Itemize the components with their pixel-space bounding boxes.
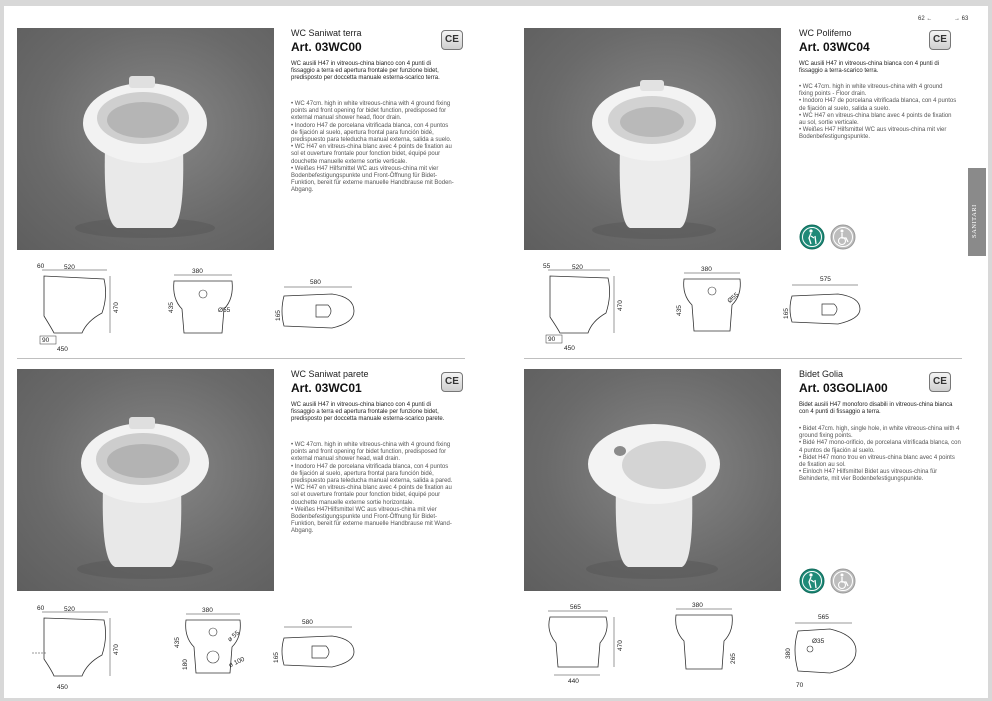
svg-text:380: 380 <box>692 602 703 609</box>
product-name: WC Saniwat terra <box>291 28 362 38</box>
bullet-de: • Weißes H47Hilfsmittel WC aus vitreous-china mit vier Bodenbefestigungspunkte und Front-Öffnung für Bidet-Funktion, bereit für externe manuelle Handbrause mit Wand-Abgang. <box>291 506 452 535</box>
svg-text:165: 165 <box>273 652 280 663</box>
svg-text:470: 470 <box>113 644 120 655</box>
product-photo-bidet-golia <box>524 369 781 591</box>
svg-text:380: 380 <box>202 607 213 614</box>
product-code: Art. 03GOLIA00 <box>799 381 888 395</box>
svg-text:380: 380 <box>785 648 792 659</box>
svg-text:470: 470 <box>617 300 624 311</box>
elderly-user-icon <box>799 224 825 250</box>
svg-text:380: 380 <box>192 268 203 275</box>
wheelchair-icon <box>830 224 856 250</box>
product-photo-wc-saniwat-parete <box>17 369 274 591</box>
svg-text:ø 55: ø 55 <box>226 629 242 644</box>
svg-text:165: 165 <box>783 308 790 319</box>
bullet-en: • Bidet 47cm. high, single hole, in white vitreous-china with 4 ground fixing points. <box>799 426 960 440</box>
bullet-fr: • WC H47 en vitreus-china blanc avec 4 points de fixation au sol, sortie verticale. <box>799 112 952 127</box>
toilet-illustration-icon <box>17 28 274 250</box>
toilet-illustration-icon <box>17 369 274 591</box>
svg-text:580: 580 <box>310 279 321 286</box>
divider-left <box>17 358 465 359</box>
bullet-de: • Einloch H47 Hilfsmittel Bidet aus vitreous-china für Behinderte, mit vier Bodenbefestigungspunkte. <box>799 469 938 483</box>
bullet-fr: • Bidet H47 mono trou en vitreus-china blanc avec 4 points de fixation au sol. <box>799 454 955 469</box>
bullet-es: • Inodoro H47 de porcelana vitrificada blanca, con 4 puntos de fijación al suelo, apertura frontal para función bidé, predispuesto para teleducha manual externa, salida a suelo. <box>291 122 452 144</box>
product-code: Art. 03WC04 <box>799 40 870 54</box>
elderly-user-icon <box>799 568 825 594</box>
svg-text:ø 100: ø 100 <box>227 655 246 670</box>
product-photo-wc-polifemo <box>524 28 781 250</box>
bullet-es: • Inodoro H47 de porcelana vitrificada blanca, con 4 puntos de fijación al suelo, salida a suelo. <box>799 98 957 112</box>
toilet-illustration-icon <box>524 28 781 250</box>
svg-text:55: 55 <box>543 263 551 270</box>
svg-text:580: 580 <box>302 619 313 626</box>
bullet-en: • WC 47cm. high in white vitreous-china with 4 ground fixing points and front opening for bidet function, predisposed for external manual shower head, floor drain. <box>291 101 451 122</box>
svg-text:435: 435 <box>676 305 683 316</box>
product-name: WC Saniwat parete <box>291 369 369 379</box>
product-description: WC ausili H47 in vitreous-china bianco con 4 punti di fissaggio a terra ed apertura frontale per funzione bidet, predisposto per doccetta manuale esterna-scarico parete. <box>291 402 445 423</box>
product-bullets <box>291 442 454 536</box>
ce-mark-icon: CE <box>441 372 463 392</box>
svg-text:165: 165 <box>275 310 282 321</box>
svg-text:70: 70 <box>796 682 804 689</box>
product-bullets <box>799 84 957 142</box>
technical-drawing-wc-polifemo <box>540 259 870 351</box>
bullet-fr: • WC H47 en vitreus-china blanc avec 4 points de fixation au sol et ouverture frontale pour fonction bidet, équipé pour douchette manuelle externe sortie horizontale. <box>291 485 452 506</box>
svg-text:565: 565 <box>570 604 581 611</box>
svg-text:470: 470 <box>617 640 624 651</box>
svg-text:470: 470 <box>113 302 120 313</box>
svg-text:180: 180 <box>182 659 189 670</box>
technical-drawing-bidet-golia <box>540 601 870 693</box>
svg-text:565: 565 <box>818 614 829 621</box>
product-photo-wc-saniwat-terra <box>17 28 274 250</box>
product-name: Bidet Golia <box>799 369 844 379</box>
bullet-de: • Weißes H47 Hilfsmittel WC aus vitreous-china mit vier Bodenbefestigungspunkte und Front-Öffnung für Bidet-Funktion, bereit für externe manuelle Handbrause mit Boden-Abgang. <box>291 165 454 194</box>
bullet-es: • Inodoro H47 de porcelana vitrificada blanca, con 4 puntos de fijación al suelo, apertura frontal para función bidé, predispuesto para teleducha manual externa, salida a pared. <box>291 463 453 485</box>
svg-text:450: 450 <box>564 345 575 351</box>
ce-mark-icon: CE <box>929 30 951 50</box>
svg-text:575: 575 <box>820 276 831 283</box>
svg-text:450: 450 <box>57 684 68 691</box>
svg-text:Ø55: Ø55 <box>218 307 231 314</box>
svg-text:60: 60 <box>37 605 45 612</box>
ce-mark-icon: CE <box>929 372 951 392</box>
svg-text:380: 380 <box>701 266 712 273</box>
svg-text:435: 435 <box>174 637 181 648</box>
product-description: WC ausili H47 in vitreous-china bianca con 4 punti di fissaggio a terra-scarico terra. <box>799 61 940 75</box>
technical-drawing-wc-saniwat-terra <box>32 261 362 351</box>
product-bullets <box>291 101 454 195</box>
catalog-spread <box>4 6 988 698</box>
product-code: Art. 03WC01 <box>291 381 362 395</box>
svg-text:520: 520 <box>572 264 583 271</box>
svg-text:265: 265 <box>730 653 737 664</box>
bidet-illustration-icon <box>524 369 781 591</box>
page-number-right: → 63 <box>954 16 969 22</box>
product-code: Art. 03WC00 <box>291 40 362 54</box>
bullet-en: • WC 47cm. high in white vitreous-china with 4 ground fixing points - Floor drain. <box>799 84 943 98</box>
bullet-es: • Bidé H47 mono-orificio, de porcelana vitrificada blanca, con 4 puntos de fijación al suelo. <box>799 440 961 454</box>
svg-text:520: 520 <box>64 606 75 613</box>
svg-text:440: 440 <box>568 678 579 685</box>
svg-text:60: 60 <box>37 263 45 270</box>
product-description: Bidet ausili H47 monoforo disabili in vitreous-china bianca con 4 punti di fissaggio a terra. <box>799 402 953 416</box>
svg-text:Ø55: Ø55 <box>726 291 741 305</box>
section-tab: SANITARI <box>968 168 986 256</box>
bullet-en: • WC 47cm. high in white vitreous-china with 4 ground fixing points and front opening for bidet function, predisposed for external manual shower head, wall drain. <box>291 442 451 463</box>
svg-text:90: 90 <box>42 337 50 344</box>
ce-mark-icon: CE <box>441 30 463 50</box>
bullet-de: • Weißes H47 Hilfsmittel WC aus vitreous-china mit vier Bodenbefestigungspunkte. <box>799 127 947 141</box>
technical-drawing-wc-saniwat-parete <box>32 601 362 693</box>
bullet-fr: • WC H47 en vitreus-china blanc avec 4 points de fixation au sol et ouverture frontale pour fonction bidet, équipé pour douchette manuelle externe sortie verticale. <box>291 144 452 165</box>
product-name: WC Polifemo <box>799 28 852 38</box>
svg-text:450: 450 <box>57 346 68 351</box>
page-number-left: 62 ← <box>918 16 933 22</box>
svg-text:520: 520 <box>64 264 75 271</box>
svg-text:435: 435 <box>168 302 175 313</box>
wheelchair-icon <box>830 568 856 594</box>
divider-right <box>524 358 962 359</box>
product-bullets <box>799 426 962 484</box>
svg-text:90: 90 <box>548 336 556 343</box>
product-description: WC ausili H47 in vitreous-china bianco con 4 punti di fissaggio a terra ed apertura frontale per funzione bidet, predisposto per doccetta manuale esterna-scarico terra. <box>291 61 440 82</box>
svg-text:Ø35: Ø35 <box>812 638 825 645</box>
